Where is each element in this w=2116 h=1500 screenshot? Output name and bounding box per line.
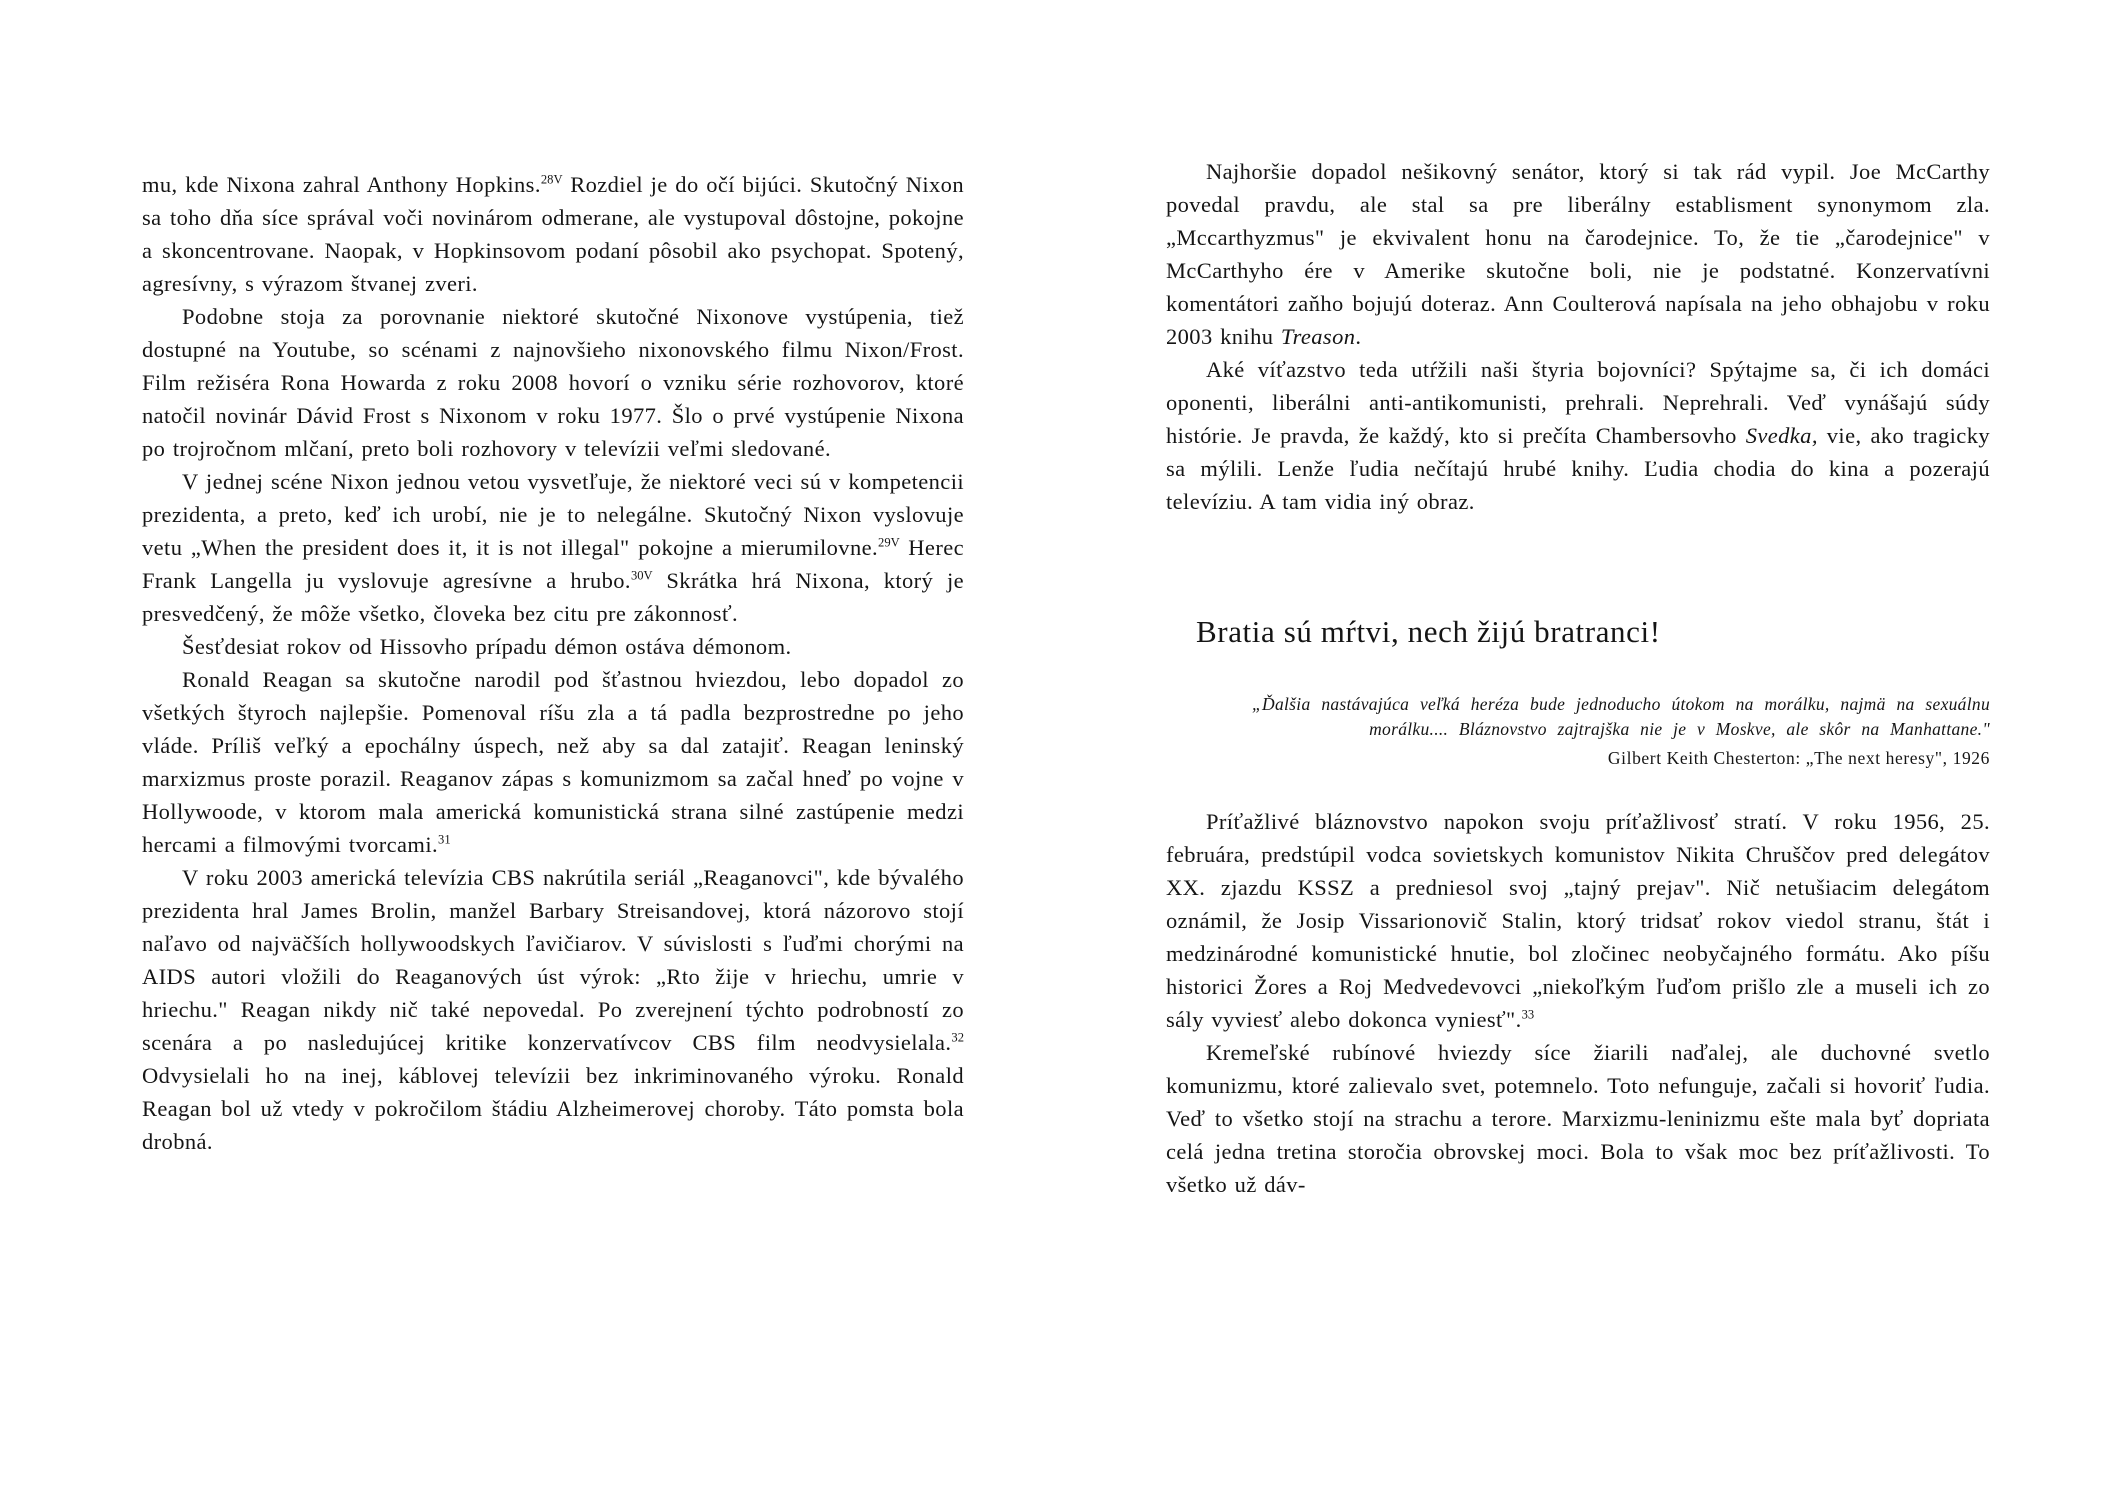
text-run: Herec Frank Langella ju vyslovuje agresívne a hrubo.: [142, 535, 964, 593]
text-run: Odvysielali ho na inej, káblovej televízii bez inkriminovaného výroku. Ronald Reagan bol už vtedy v pokročilom štádiu Alzheimerovej choroby. Táto pomsta bola drobná.: [142, 1063, 964, 1154]
footnote-marker: 33: [1521, 1007, 1535, 1022]
text-run: Skrátka hrá Nixona, ktorý je presvedčený, že môže všetko, človeka bez citu pre zákonnosť.: [142, 568, 964, 626]
text-run: V roku 2003 americká televízia CBS nakrútila seriál „Reaganovci", kde bývalého prezidenta hral James Brolin, manžel Barbary Streisandovej, ktorá názorovo stojí naľavo od najväčších hollywoodskych ľavičiarov. V súvislosti s ľuďmi chorými na AIDS autori vložili do Reaganových úst výrok: „Rto žije v hriechu, umrie v hriechu." Reagan nikdy nič také nepovedal. Po zverejnení týchto podrobností zo scenára a po nasledujúcej kritike konzervatívcov CBS film neodvysielala.: [142, 865, 964, 1055]
italic-text-run: Treason: [1280, 324, 1356, 349]
text-run: Najhoršie dopadol nešikovný senátor, ktorý si tak rád vypil. Joe McCarthy povedal pravdu, ale stal sa pre liberálny establisment synonymom zla. „Mccarthyzmus" je ekvivalent honu na čarodejnice. To, že tie „čarodejnice" v McCarthyho ére v Amerike skutočne boli, nie je podstatné. Konzervatívni komentátori zaňho bojujú doteraz. Ann Coulterová napísala na jeho obhajobu v roku 2003 knihu: [1166, 159, 1990, 349]
text-run: Aké víťazstvo teda utŕžili naši štyria bojovníci? Spýtajme sa, či ich domáci oponenti, liberálni anti-antikomunisti, prehrali. Neprehrali. Veď vynášajú súdy histórie. Je pravda, že každý, kto si prečíta Chambersovho: [1166, 357, 1990, 448]
footnote-marker: 30V: [630, 568, 653, 583]
text-run: Ronald Reagan sa skutočne narodil pod šťastnou hviezdou, lebo dopadol zo všetkých štyroch najlepšie. Pomenoval ríšu zla a tá padla bezprostredne po jeho vláde. Príliš veľký a epochálny úspech, než aby sa dal zatajiť. Reagan leninský marxizmus proste porazil. Reaganov zápas s komunizmom sa začal hneď po vojne v Hollywoode, v ktorom mala americká komunistická strana silné zastúpenie medzi hercami a filmovými tvorcami.: [142, 667, 964, 857]
paragraph: [1166, 155, 1990, 353]
quote-attribution: Gilbert Keith Chesterton: „The next heresy", 1926: [1607, 748, 1990, 768]
text-run: mu, kde Nixona zahral Anthony Hopkins.: [142, 172, 541, 197]
paragraph: [142, 465, 964, 630]
section-heading: Bratia sú mŕtvi, nech žijú bratranci!: [1196, 614, 1661, 649]
footnote-marker: 28V: [540, 172, 563, 187]
text-run: Príťažlivé bláznovstvo napokon svoju príťažlivosť stratí. V roku 1956, 25. februára, predstúpil vodca sovietskych komunistov Nikita Chruščov pred delegátov XX. zjazdu KSSZ a predniesol svoj „tajný prejav". Nič netušiacim delegátom oznámil, že Josip Vissarionovič Stalin, ktorý tridsať rokov viedol stranu, štát i medzinárodné komunistické hnutie, bol zločinec neobyčajného formátu. Ako píšu historici Žores a Roj Medvedevovci „niekoľkým ľuďom prišlo zle a museli ich zo sály vyviesť alebo dokonca vyniesť".: [1166, 809, 1990, 1032]
paragraph: [142, 300, 964, 465]
paragraph: [142, 168, 964, 300]
italic-text-run: Svedka,: [1745, 423, 1818, 448]
paragraph: [1166, 1036, 1990, 1201]
text-run: Podobne stoja za porovnanie niektoré skutočné Nixonove vystúpenia, tiež dostupné na Youtube, so scénami z najnovšieho nixonovského filmu Nixon/Frost. Film režiséra Rona Howarda z roku 2008 hovorí o vzniku série rozhovorov, ktoré natočil novinár Dávid Frost s Nixonom v roku 1977. Šlo o prvé vystúpenie Nixona po trojročnom mlčaní, preto boli rozhovory v televízii veľmi sledované.: [142, 304, 964, 461]
text-run: Šesťdesiat rokov od Hissovho prípadu démon ostáva démonom.: [182, 634, 792, 659]
text-run: Rozdiel je do očí bijúci. Skutočný Nixon sa toho dňa síce správal voči novinárom odmerane, ale vystupoval dôstojne, pokojne a skoncentrovane. Naopak, v Hopkinsovom podaní pôsobil ako psychopat. Spotený, agresívny, s výrazom štvanej zveri.: [142, 172, 964, 296]
text-run: V jednej scéne Nixon jednou vetou vysvetľuje, že niektoré veci sú v kompetencii prezidenta, a preto, keď ich urobí, nie je to nelegálne. Skutočný Nixon vyslovuje vetu „When the president does it, it is not illegal" pokojne a mierumilovne.: [142, 469, 964, 560]
text-run: .: [1355, 324, 1362, 349]
footnote-marker: 29V: [878, 535, 900, 550]
footnote-marker: 32: [951, 1030, 964, 1045]
quote-text: „Ďalšia nastávajúca veľká heréza bude jednoducho útokom na morálku, najmä na sexuálnu morálku.... Bláznovstvo zajtrajška nie je v Moskve, ale skôr na Manhattane.": [1252, 694, 1990, 739]
paragraph: [142, 630, 964, 663]
text-run: vie, ako tragicky sa mýlili. Lenže ľudia nečítajú hrubé knihy. Ľudia chodia do kina a pozerajú televíziu. A tam vidia iný obraz.: [1166, 423, 1990, 514]
text-run: Kremeľské rubínové hviezdy síce žiarili naďalej, ale duchovné svetlo komunizmu, ktoré zalievalo svet, potemnelo. Toto nefunguje, začali si hovoriť ľudia. Veď to všetko stojí na strachu a terore. Marxizmu-leninizmu ešte mala byť dopriata celá jedna tretina storočia obrovskej moci. Bola to však moc bez príťažlivosti. To všetko už dáv-: [1166, 1040, 1990, 1197]
right-page: [1166, 155, 1990, 1201]
left-page: [142, 168, 964, 1158]
paragraph: [1166, 805, 1990, 1036]
paragraph: [1166, 353, 1990, 518]
paragraph: [142, 663, 964, 861]
epigraph-quote: [1252, 692, 1990, 771]
paragraph: [142, 861, 964, 1158]
footnote-marker: 31: [438, 832, 451, 847]
